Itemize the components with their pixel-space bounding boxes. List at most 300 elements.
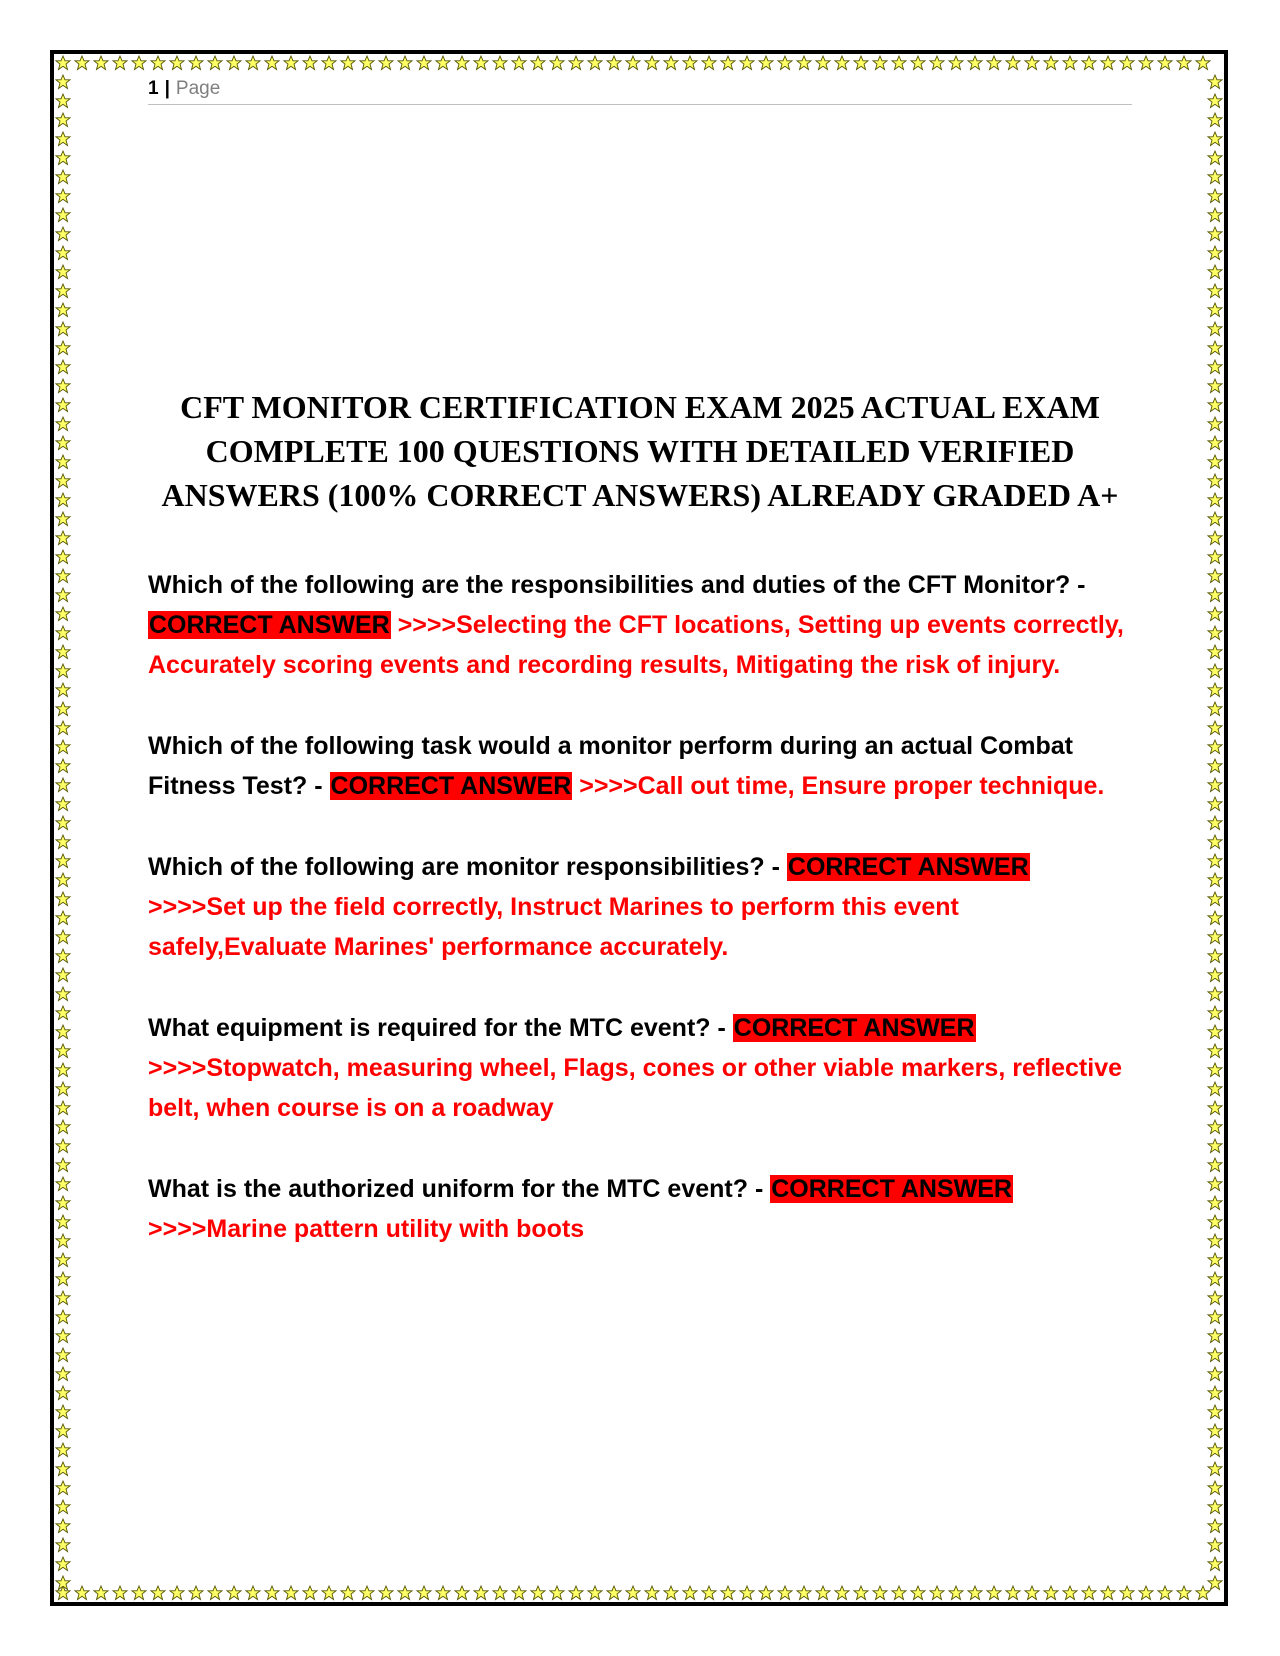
- star-icon: [1177, 56, 1191, 70]
- star-icon: [56, 1177, 70, 1191]
- star-icon: [94, 1586, 108, 1600]
- star-icon: [1044, 1586, 1058, 1600]
- star-icon: [1139, 56, 1153, 70]
- star-icon: [1208, 626, 1222, 640]
- star-icon: [56, 569, 70, 583]
- star-icon: [1208, 1234, 1222, 1248]
- star-icon: [854, 56, 868, 70]
- star-icon: [56, 797, 70, 811]
- star-icon: [436, 56, 450, 70]
- star-icon: [56, 1424, 70, 1438]
- star-icon: [56, 968, 70, 982]
- star-icon: [892, 56, 906, 70]
- star-icon: [835, 1586, 849, 1600]
- star-icon: [1158, 1586, 1172, 1600]
- star-icon: [56, 493, 70, 507]
- star-icon: [1208, 1253, 1222, 1267]
- star-icon: [284, 56, 298, 70]
- star-icon: [1208, 1196, 1222, 1210]
- star-icon: [1208, 379, 1222, 393]
- star-icon: [1208, 759, 1222, 773]
- star-icon: [949, 56, 963, 70]
- star-icon: [379, 1586, 393, 1600]
- star-icon: [797, 1586, 811, 1600]
- star-icon: [56, 588, 70, 602]
- star-icon: [1208, 816, 1222, 830]
- star-icon: [1158, 56, 1172, 70]
- question-text: Which of the following are the responsibilities and duties of the CFT Monitor? -: [148, 571, 1086, 599]
- star-icon: [1208, 94, 1222, 108]
- star-icon: [1208, 1063, 1222, 1077]
- star-icon: [1208, 436, 1222, 450]
- star-icon: [1208, 493, 1222, 507]
- star-icon: [1208, 303, 1222, 317]
- star-icon: [56, 778, 70, 792]
- star-icon: [835, 56, 849, 70]
- star-icon: [113, 1586, 127, 1600]
- star-icon: [550, 1586, 564, 1600]
- star-icon: [56, 75, 70, 89]
- star-icon: [1208, 1139, 1222, 1153]
- star-icon: [398, 56, 412, 70]
- star-icon: [1208, 512, 1222, 526]
- star-icon: [1177, 1586, 1191, 1600]
- star-icon: [56, 1234, 70, 1248]
- star-icon: [56, 474, 70, 488]
- star-icon: [1208, 797, 1222, 811]
- star-icon: [56, 1101, 70, 1115]
- star-icon: [1208, 322, 1222, 336]
- star-icon: [531, 1586, 545, 1600]
- qa-item: [148, 1169, 1132, 1249]
- star-icon: [56, 170, 70, 184]
- star-icon: [56, 835, 70, 849]
- star-icon: [56, 1044, 70, 1058]
- star-icon: [1208, 1405, 1222, 1419]
- star-icon: [56, 417, 70, 431]
- star-icon: [56, 759, 70, 773]
- star-icon: [1208, 683, 1222, 697]
- star-icon: [1208, 1500, 1222, 1514]
- star-icon: [1208, 1367, 1222, 1381]
- star-icon: [56, 1272, 70, 1286]
- star-icon: [56, 892, 70, 906]
- qa-list: [148, 565, 1132, 1249]
- star-icon: [1063, 56, 1077, 70]
- star-icon: [1196, 1586, 1210, 1600]
- star-icon: [930, 56, 944, 70]
- star-icon: [1208, 113, 1222, 127]
- star-icon: [1208, 398, 1222, 412]
- star-icon: [56, 1557, 70, 1571]
- star-icon: [1208, 227, 1222, 241]
- star-icon: [1208, 1177, 1222, 1191]
- star-icon: [968, 56, 982, 70]
- question-text: What is the authorized uniform for the MTC event? -: [148, 1175, 764, 1203]
- star-icon: [56, 531, 70, 545]
- page-header: [148, 78, 1132, 105]
- star-icon: [778, 1586, 792, 1600]
- star-icon: [56, 702, 70, 716]
- star-icon: [227, 56, 241, 70]
- star-icon: [911, 1586, 925, 1600]
- star-icon: [873, 56, 887, 70]
- star-icon: [75, 56, 89, 70]
- star-icon: [151, 56, 165, 70]
- star-icon: [56, 873, 70, 887]
- star-icon: [778, 56, 792, 70]
- star-icon: [664, 56, 678, 70]
- star-icon: [493, 56, 507, 70]
- star-icon: [455, 1586, 469, 1600]
- answer-text: >>>>Stopwatch, measuring wheel, Flags, cones or other viable markers, reflective belt, when course is on a roadway: [148, 1054, 1122, 1122]
- answer-text: >>>>Set up the field correctly, Instruct Marines to perform this event safely,Evaluate Marines' performance accurately.: [148, 893, 959, 961]
- star-icon: [56, 1386, 70, 1400]
- star-icon: [1208, 1082, 1222, 1096]
- star-icon: [1101, 1586, 1115, 1600]
- correct-answer-tag: CORRECT ANSWER: [787, 853, 1029, 881]
- star-icon: [56, 911, 70, 925]
- star-icon: [1208, 854, 1222, 868]
- star-icon: [1208, 360, 1222, 374]
- answer-text: >>>>Selecting the CFT locations, Setting up events correctly, Accurately scoring events and recording results, Mitigating the risk of injury.: [148, 611, 1124, 679]
- star-icon: [227, 1586, 241, 1600]
- star-icon: [1196, 56, 1210, 70]
- star-icon: [170, 1586, 184, 1600]
- star-icon: [1208, 474, 1222, 488]
- star-icon: [645, 56, 659, 70]
- star-icon: [1208, 1481, 1222, 1495]
- correct-answer-tag: CORRECT ANSWER: [733, 1014, 975, 1042]
- star-icon: [341, 56, 355, 70]
- star-icon: [607, 1586, 621, 1600]
- star-icon: [341, 1586, 355, 1600]
- star-icon: [56, 246, 70, 260]
- star-icon: [531, 56, 545, 70]
- star-icon: [740, 1586, 754, 1600]
- star-icon: [246, 56, 260, 70]
- star-icon: [1208, 455, 1222, 469]
- star-icon: [759, 56, 773, 70]
- star-icon: [1208, 835, 1222, 849]
- star-icon: [512, 56, 526, 70]
- star-icon: [1208, 1310, 1222, 1324]
- star-icon: [56, 1519, 70, 1533]
- star-icon: [1208, 892, 1222, 906]
- star-icon: [607, 56, 621, 70]
- star-icon: [1208, 607, 1222, 621]
- star-icon: [56, 455, 70, 469]
- star-icon: [1208, 170, 1222, 184]
- star-icon: [56, 1348, 70, 1362]
- star-icon: [1208, 778, 1222, 792]
- star-icon: [56, 1120, 70, 1134]
- star-icon: [56, 683, 70, 697]
- star-icon: [56, 721, 70, 735]
- star-icon: [56, 740, 70, 754]
- star-icon: [1208, 1576, 1222, 1590]
- star-icon: [436, 1586, 450, 1600]
- star-icon: [816, 1586, 830, 1600]
- page-number: 1: [148, 78, 159, 99]
- star-icon: [1208, 1158, 1222, 1172]
- star-icon: [987, 1586, 1001, 1600]
- star-icon: [75, 1586, 89, 1600]
- star-icon: [56, 113, 70, 127]
- star-icon: [56, 398, 70, 412]
- star-icon: [322, 1586, 336, 1600]
- star-icon: [56, 1139, 70, 1153]
- star-icon: [1025, 56, 1039, 70]
- star-icon: [1208, 1272, 1222, 1286]
- star-icon: [56, 1538, 70, 1552]
- star-icon: [1208, 1101, 1222, 1115]
- star-icon: [56, 341, 70, 355]
- star-icon: [1208, 1006, 1222, 1020]
- question-text: Which of the following task would a monitor perform during an actual Combat Fitness Test? -: [148, 732, 1074, 800]
- correct-answer-tag: CORRECT ANSWER: [149, 611, 390, 639]
- star-icon: [1208, 930, 1222, 944]
- star-icon: [56, 151, 70, 165]
- star-icon: [455, 56, 469, 70]
- star-icon: [949, 1586, 963, 1600]
- star-icon: [265, 1586, 279, 1600]
- star-icon: [1044, 56, 1058, 70]
- star-icon: [626, 1586, 640, 1600]
- star-icon: [56, 1367, 70, 1381]
- star-icon: [189, 56, 203, 70]
- star-icon: [512, 1586, 526, 1600]
- star-icon: [1208, 949, 1222, 963]
- answer-text: >>>>Marine pattern utility with boots: [148, 1215, 585, 1243]
- star-icon: [56, 1025, 70, 1039]
- star-icon: [151, 1586, 165, 1600]
- star-icon: [1082, 1586, 1096, 1600]
- star-icon: [1208, 569, 1222, 583]
- star-icon: [56, 265, 70, 279]
- star-icon: [1208, 1215, 1222, 1229]
- star-icon: [56, 1006, 70, 1020]
- star-icon: [1208, 151, 1222, 165]
- star-icon: [56, 379, 70, 393]
- star-icon: [1208, 1462, 1222, 1476]
- star-icon: [56, 1405, 70, 1419]
- star-icon: [1208, 208, 1222, 222]
- star-icon: [1082, 56, 1096, 70]
- star-icon: [56, 645, 70, 659]
- star-icon: [56, 208, 70, 222]
- star-icon: [56, 303, 70, 317]
- star-icon: [208, 56, 222, 70]
- star-icon: [1208, 1424, 1222, 1438]
- star-icon: [56, 1291, 70, 1305]
- star-icon: [132, 56, 146, 70]
- star-icon: [569, 1586, 583, 1600]
- star-icon: [1025, 1586, 1039, 1600]
- star-icon: [683, 56, 697, 70]
- star-icon: [56, 1215, 70, 1229]
- document-title: CFT MONITOR CERTIFICATION EXAM 2025 ACTUAL EXAM COMPLETE 100 QUESTIONS WITH DETAILED VERIFIED ANSWERS (100% CORRECT ANSWERS) ALREADY GRADED A+: [161, 389, 1119, 513]
- correct-answer-tag: CORRECT ANSWER: [330, 772, 572, 800]
- star-icon: [56, 1586, 70, 1600]
- star-icon: [246, 1586, 260, 1600]
- star-icon: [1208, 987, 1222, 1001]
- star-icon: [1208, 702, 1222, 716]
- star-icon: [550, 56, 564, 70]
- star-icon: [56, 1462, 70, 1476]
- star-icon: [56, 512, 70, 526]
- question-text: What equipment is required for the MTC event? -: [148, 1014, 726, 1042]
- star-icon: [265, 56, 279, 70]
- star-icon: [1208, 1329, 1222, 1343]
- star-icon: [1208, 1386, 1222, 1400]
- star-icon: [56, 360, 70, 374]
- star-icon: [1208, 1557, 1222, 1571]
- star-icon: [379, 56, 393, 70]
- star-icon: [1208, 284, 1222, 298]
- star-icon: [1063, 1586, 1077, 1600]
- qa-item: [148, 726, 1132, 806]
- star-icon: [816, 56, 830, 70]
- star-icon: [56, 854, 70, 868]
- correct-answer-tag: CORRECT ANSWER: [771, 1175, 1012, 1203]
- star-icon: [645, 1586, 659, 1600]
- star-icon: [303, 1586, 317, 1600]
- star-icon: [569, 56, 583, 70]
- star-icon: [56, 1158, 70, 1172]
- star-icon: [1208, 1519, 1222, 1533]
- star-icon: [1101, 56, 1115, 70]
- star-icon: [132, 1586, 146, 1600]
- star-icon: [1208, 1291, 1222, 1305]
- star-icon: [208, 1586, 222, 1600]
- document-page: [148, 78, 1132, 1290]
- star-icon: [56, 1253, 70, 1267]
- star-icon: [56, 227, 70, 241]
- star-icon: [56, 626, 70, 640]
- qa-item: [148, 565, 1132, 685]
- star-icon: [56, 949, 70, 963]
- star-icon: [56, 56, 70, 70]
- star-icon: [322, 56, 336, 70]
- star-icon: [398, 1586, 412, 1600]
- star-icon: [721, 56, 735, 70]
- star-icon: [1208, 417, 1222, 431]
- star-icon: [56, 322, 70, 336]
- star-icon: [854, 1586, 868, 1600]
- star-icon: [1208, 1044, 1222, 1058]
- star-icon: [1208, 531, 1222, 545]
- star-icon: [1139, 1586, 1153, 1600]
- star-icon: [759, 1586, 773, 1600]
- star-icon: [1208, 968, 1222, 982]
- star-icon: [1208, 1538, 1222, 1552]
- star-icon: [56, 1481, 70, 1495]
- star-icon: [1208, 588, 1222, 602]
- star-icon: [56, 132, 70, 146]
- star-icon: [1006, 56, 1020, 70]
- star-icon: [1208, 132, 1222, 146]
- star-icon: [1208, 740, 1222, 754]
- star-icon: [56, 816, 70, 830]
- star-icon: [797, 56, 811, 70]
- star-icon: [170, 56, 184, 70]
- answer-text: >>>>Call out time, Ensure proper technique.: [579, 772, 1105, 800]
- star-icon: [683, 1586, 697, 1600]
- star-icon: [626, 56, 640, 70]
- star-icon: [56, 1329, 70, 1343]
- star-icon: [94, 56, 108, 70]
- star-icon: [968, 1586, 982, 1600]
- star-icon: [56, 1196, 70, 1210]
- star-icon: [1120, 1586, 1134, 1600]
- star-icon: [740, 56, 754, 70]
- star-icon: [56, 664, 70, 678]
- star-icon: [56, 930, 70, 944]
- star-icon: [56, 94, 70, 108]
- star-icon: [1208, 1025, 1222, 1039]
- star-icon: [588, 56, 602, 70]
- star-icon: [1208, 1443, 1222, 1457]
- star-icon: [1208, 721, 1222, 735]
- star-icon: [1208, 664, 1222, 678]
- star-icon: [1208, 341, 1222, 355]
- star-icon: [56, 284, 70, 298]
- star-icon: [1208, 550, 1222, 564]
- star-icon: [702, 1586, 716, 1600]
- star-icon: [360, 56, 374, 70]
- star-icon: [56, 1500, 70, 1514]
- star-icon: [1208, 75, 1222, 89]
- star-icon: [417, 56, 431, 70]
- star-icon: [474, 1586, 488, 1600]
- star-icon: [56, 1443, 70, 1457]
- star-icon: [702, 56, 716, 70]
- star-icon: [1208, 911, 1222, 925]
- star-icon: [911, 56, 925, 70]
- star-icon: [113, 56, 127, 70]
- star-icon: [284, 1586, 298, 1600]
- page-separator: |: [164, 78, 170, 99]
- star-icon: [56, 189, 70, 203]
- star-icon: [493, 1586, 507, 1600]
- star-icon: [56, 987, 70, 1001]
- star-icon: [892, 1586, 906, 1600]
- qa-item: [148, 847, 1132, 967]
- star-icon: [1208, 1348, 1222, 1362]
- star-icon: [1120, 56, 1134, 70]
- question-text: Which of the following are monitor responsibilities? -: [148, 853, 780, 881]
- star-icon: [664, 1586, 678, 1600]
- star-icon: [56, 550, 70, 564]
- star-icon: [873, 1586, 887, 1600]
- star-icon: [1208, 246, 1222, 260]
- star-icon: [1006, 1586, 1020, 1600]
- star-icon: [417, 1586, 431, 1600]
- star-icon: [1208, 645, 1222, 659]
- star-icon: [56, 607, 70, 621]
- star-icon: [56, 436, 70, 450]
- star-icon: [189, 1586, 203, 1600]
- star-icon: [1208, 873, 1222, 887]
- star-icon: [1208, 1120, 1222, 1134]
- qa-item: [148, 1008, 1132, 1128]
- star-icon: [360, 1586, 374, 1600]
- star-icon: [56, 1082, 70, 1096]
- star-icon: [56, 1063, 70, 1077]
- star-icon: [474, 56, 488, 70]
- star-icon: [987, 56, 1001, 70]
